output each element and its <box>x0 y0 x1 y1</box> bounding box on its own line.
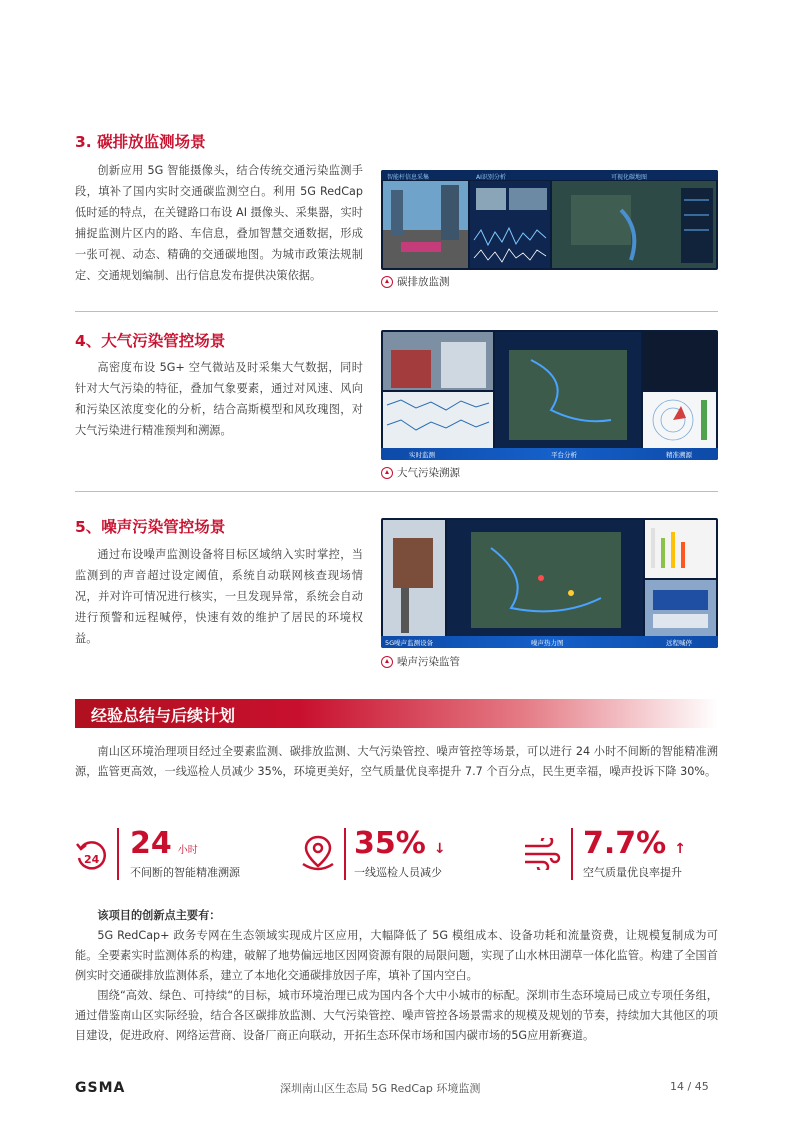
location-pin-icon <box>300 834 336 872</box>
carbon-figure <box>381 170 718 270</box>
carbon-caption: 碳排放监测 <box>381 274 450 289</box>
divider <box>75 491 718 492</box>
footer-title: 深圳南山区生态局 5G RedCap 环境监测 <box>280 1082 481 1095</box>
stat-24h: 24 24 小时 不间断的智能精准溯源 <box>75 826 275 882</box>
figure-label: 实时监测 <box>409 451 435 459</box>
arrow-down-icon: ↓ <box>433 841 446 857</box>
figure-label: 平台分析 <box>551 451 577 459</box>
arrow-up-circle-icon <box>381 276 393 288</box>
air-paragraph: 高密度布设 5G+ 空气微站及时采集大气数据，同时针对大气污染的特征，叠加气象要素，通过对风速、风向和污染区浓度变化的分析，结合高斯模型和风玫瑰图，对大气污染进行精准预判和溯源。 <box>75 361 363 437</box>
figure-label: 可视化碳地图 <box>611 174 648 181</box>
noise-figure <box>381 518 718 648</box>
noise-caption: 噪声污染监管 <box>381 654 460 669</box>
arrow-up-icon: ↑ <box>674 841 686 857</box>
arrow-up-circle-icon <box>381 467 393 479</box>
noise-paragraph: 通过布设噪声监测设备将目标区域纳入实时掌控，当监测到的声音超过设定阈值，系统自动联网核查现场情况，并对许可情况进行核实，一旦发现异常，系统会自动进行预警和远程喊停，快速有效的维护了居民的环境权益。 <box>75 548 363 645</box>
figure-label: AI识别分析 <box>476 174 506 181</box>
innovation-title: 该项目的创新点主要有： <box>97 909 221 922</box>
arrow-up-circle-icon <box>381 656 393 668</box>
section-title-noise: 5、噪声污染管控场景 <box>75 517 225 537</box>
air-figure <box>381 330 718 460</box>
figure-label: 5G噪声监测设备 <box>385 639 434 647</box>
stat-35: 35% ↓ 一线巡检人员减少 <box>300 826 500 882</box>
summary-intro: 南山区环境治理项目经过全要素监测、碳排放监测、大气污染管控、噪声管控等场景，可以进行 24 小时不间断的智能精准溯源，监管更高效，一线巡检人员减少 35%，环境更美好，空气质量优良率提升 7.7 个百分点，民生更幸福，噪声投诉下降 30%。 <box>75 745 718 778</box>
innovation-paragraph-1: 5G RedCap+ 政务专网在生态领域实现成片区应用，大幅降低了 5G 模组成本、设备功耗和流量资费，让规模复制成为可能。全要素实时监测体系的构建，破解了地势偏远地区因网资源有限的局限问题，实现了山水林田湖草一体化监管。构建了全国首例实时交通碳排放监测体系，建立了本地化交通碳排放因子库，填补了国内空白。 <box>75 929 718 982</box>
divider <box>75 311 718 312</box>
gsma-logo: GSMA <box>75 1080 126 1096</box>
stat-7-7: 7.7% ↑ 空气质量优良率提升 <box>523 826 723 882</box>
innovation-paragraph-2: 围绕“高效、绿色、可持续“的目标，城市环境治理已成为国内各个大中小城市的标配。深圳市生态环境局已成立专项任务组，通过借鉴南山区实际经验，结合各区碳排放监测、大气污染管控、噪声管控各场景需求的规模及规划的节奏，持续加大其他区的项目建设，促进政府、网络运营商、设备厂商正向联动，开拓生态环保市场和国内碳市场的5G应用新赛道。 <box>75 989 718 1042</box>
air-caption: 大气污染溯源 <box>381 465 460 480</box>
section-title-air: 4、大气污染管控场景 <box>75 331 225 351</box>
figure-label: 精准溯源 <box>666 451 692 459</box>
innovation-section <box>75 906 718 1046</box>
figure-label: 远程喊停 <box>666 639 692 647</box>
figure-label: 智能杆信息采集 <box>387 174 430 181</box>
wind-icon <box>523 838 561 870</box>
page-number: 14 / 45 <box>670 1080 709 1093</box>
summary-banner: 经验总结与后续计划 <box>75 699 718 728</box>
figure-label: 噪声热力图 <box>531 639 564 647</box>
svg-text:24: 24 <box>84 853 100 866</box>
section-title-carbon: 3. 碳排放监测场景 <box>75 132 206 152</box>
carbon-paragraph: 创新应用 5G 智能摄像头，结合传统交通污染监测手段，填补了国内实时交通碳监测空白。利用 5G RedCap 低时延的特点，在关键路口布设 AI 摄像头、采集器，实时捕捉监测片区内的路、车信息，叠加智慧交通数据，形成一张可视、动态、精确的交通碳地图。为城市政策法规制定、交通规划编制、出行信息发布提供决策依据。 <box>75 164 363 282</box>
24-hour-icon <box>75 838 107 872</box>
